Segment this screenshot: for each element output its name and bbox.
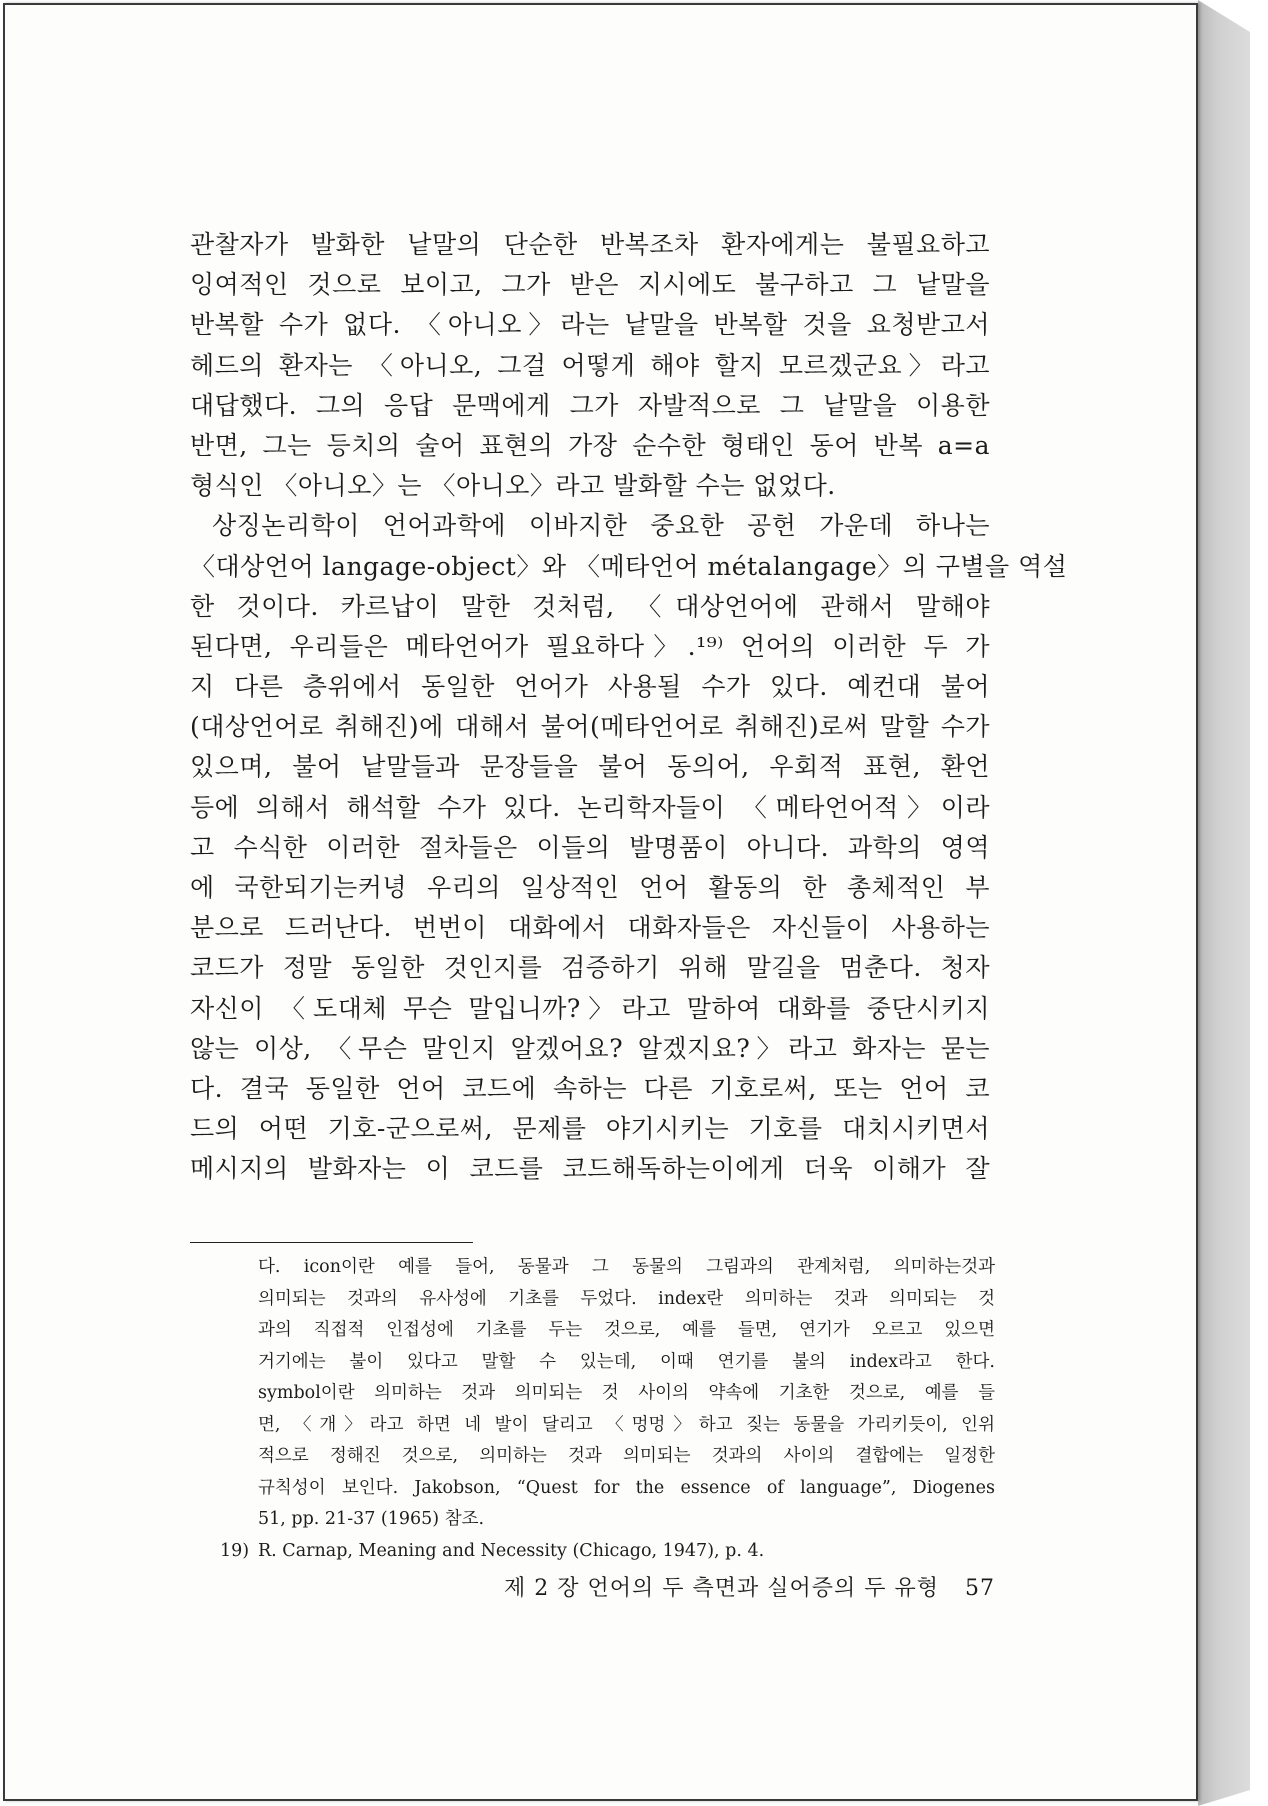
footnote-line: symbol이란 의미하는 것과 의미되는 것 사이의 약속에 기초한 것으로, 예를 들 <box>258 1383 995 1403</box>
body-line: 〈대상언어 langage-object〉와 〈메타언어 métalangage〉의 구별을 역설 <box>190 551 1068 581</box>
body-line: 반면, 그는 등치의 술어 표현의 가장 순수한 형태인 동어 반복 a=a <box>190 430 990 460</box>
body-line: 반복할 수가 없다. 〈아니오〉라는 낱말을 반복할 것을 요청받고서 <box>190 310 990 340</box>
footnote-line: 적으로 정해진 것으로, 의미하는 것과 의미되는 것과의 사이의 결합에는 일정한 <box>258 1446 995 1466</box>
body-line: 다. 결국 동일한 언어 코드에 속하는 다른 기호로써, 또는 언어 코 <box>190 1073 990 1103</box>
body-line: 메시지의 발화자는 이 코드를 코드해독하는이에게 더욱 이해가 잘 <box>190 1154 990 1184</box>
body-line: 등에 의해서 해석할 수가 있다. 논리학자들이 〈메타언어적〉이라 <box>190 792 990 822</box>
body-line: 분으로 드러난다. 번번이 대화에서 대화자들은 자신들이 사용하는 <box>190 913 990 943</box>
footnote-line: 규칙성이 보인다. Jakobson, “Quest for the essence of language”, Diogenes <box>258 1477 995 1498</box>
footnote-line: 의미되는 것과의 유사성에 기초를 두었다. index란 의미하는 것과 의미되는 것 <box>258 1288 995 1309</box>
footnote-19 <box>220 1536 995 1568</box>
body-line: 잉여적인 것으로 보이고, 그가 받은 지시에도 불구하고 그 낱말을 <box>190 270 990 300</box>
footnote-separator <box>190 1242 473 1243</box>
footnote-line: 51, pp. 21-37 (1965) 참조. <box>258 1509 485 1529</box>
footnote-line: 다. icon이란 예를 들어, 동물과 그 동물의 그림과의 관계처럼, 의미하는것과 <box>258 1257 995 1277</box>
footnote-line: 면, 〈개〉라고 하면 네 발이 달리고 〈멍멍〉하고 짖는 동물을 가리키듯이, 인위 <box>258 1414 995 1435</box>
body-line: 상징논리학이 언어과학에 이바지한 중요한 공헌 가운데 하나는 <box>212 511 990 541</box>
body-line: 한 것이다. 카르납이 말한 것처럼, 〈대상언어에 관해서 말해야 <box>190 591 990 621</box>
body-line: 된다면, 우리들은 메타언어가 필요하다〉.¹⁹⁾ 언어의 이러한 두 가 <box>190 631 990 661</box>
page-number: 57 <box>965 1576 995 1601</box>
body-line: (대상언어로 취해진)에 대해서 불어(메타언어로 취해진)로써 말할 수가 <box>190 712 990 742</box>
body-line: 고 수식한 이러한 절차들은 이들의 발명품이 아니다. 과학의 영역 <box>190 832 990 862</box>
body-line: 헤드의 환자는 〈아니오, 그걸 어떻게 해야 할지 모르겠군요〉라고 <box>190 350 990 380</box>
footnotes <box>220 1252 995 1567</box>
footnote-line: 과의 직접적 인접성에 기초를 두는 것으로, 예를 들면, 연기가 오르고 있으면 <box>258 1320 995 1340</box>
body-text <box>190 225 1068 1190</box>
body-line: 관찰자가 발화한 낱말의 단순한 반복조차 환자에게는 불필요하고 <box>190 230 990 259</box>
footnote-number: 19) <box>220 1540 250 1561</box>
footnote-text: R. Carnap, Meaning and Necessity (Chicago, 1947), p. 4. <box>258 1540 765 1561</box>
chapter-title: 제 2 장 언어의 두 측면과 실어증의 두 유형 <box>504 1576 939 1601</box>
running-footer <box>450 1571 995 1602</box>
body-line: 않는 이상, 〈무슨 말인지 알겠어요? 알겠지요?〉라고 화자는 묻는 <box>190 1033 990 1063</box>
book-spine <box>1198 0 1250 1806</box>
body-line: 있으며, 불어 낱말들과 문장들을 불어 동의어, 우회적 표현, 환언 <box>190 752 990 782</box>
footnote-line: 거기에는 불이 있다고 말할 수 있는데, 이때 연기를 불의 index라고 한다. <box>258 1351 995 1372</box>
body-line: 대답했다. 그의 응답 문맥에게 그가 자발적으로 그 낱말을 이용한 <box>190 390 990 420</box>
body-line: 자신이 〈도대체 무슨 말입니까?〉라고 말하여 대화를 중단시키지 <box>190 993 990 1023</box>
body-line: 코드가 정말 동일한 것인지를 검증하기 위해 말길을 멈춘다. 청자 <box>190 953 990 983</box>
body-line: 형식인 〈아니오〉는 〈아니오〉라고 발화할 수는 없었다. <box>190 471 836 501</box>
body-line: 드의 어떤 기호-군으로써, 문제를 야기시키는 기호를 대치시키면서 <box>190 1114 990 1144</box>
body-line: 지 다른 층위에서 동일한 언어가 사용될 수가 있다. 예컨대 불어 <box>190 672 990 702</box>
body-line: 에 국한되기는커녕 우리의 일상적인 언어 활동의 한 총체적인 부 <box>190 873 990 902</box>
